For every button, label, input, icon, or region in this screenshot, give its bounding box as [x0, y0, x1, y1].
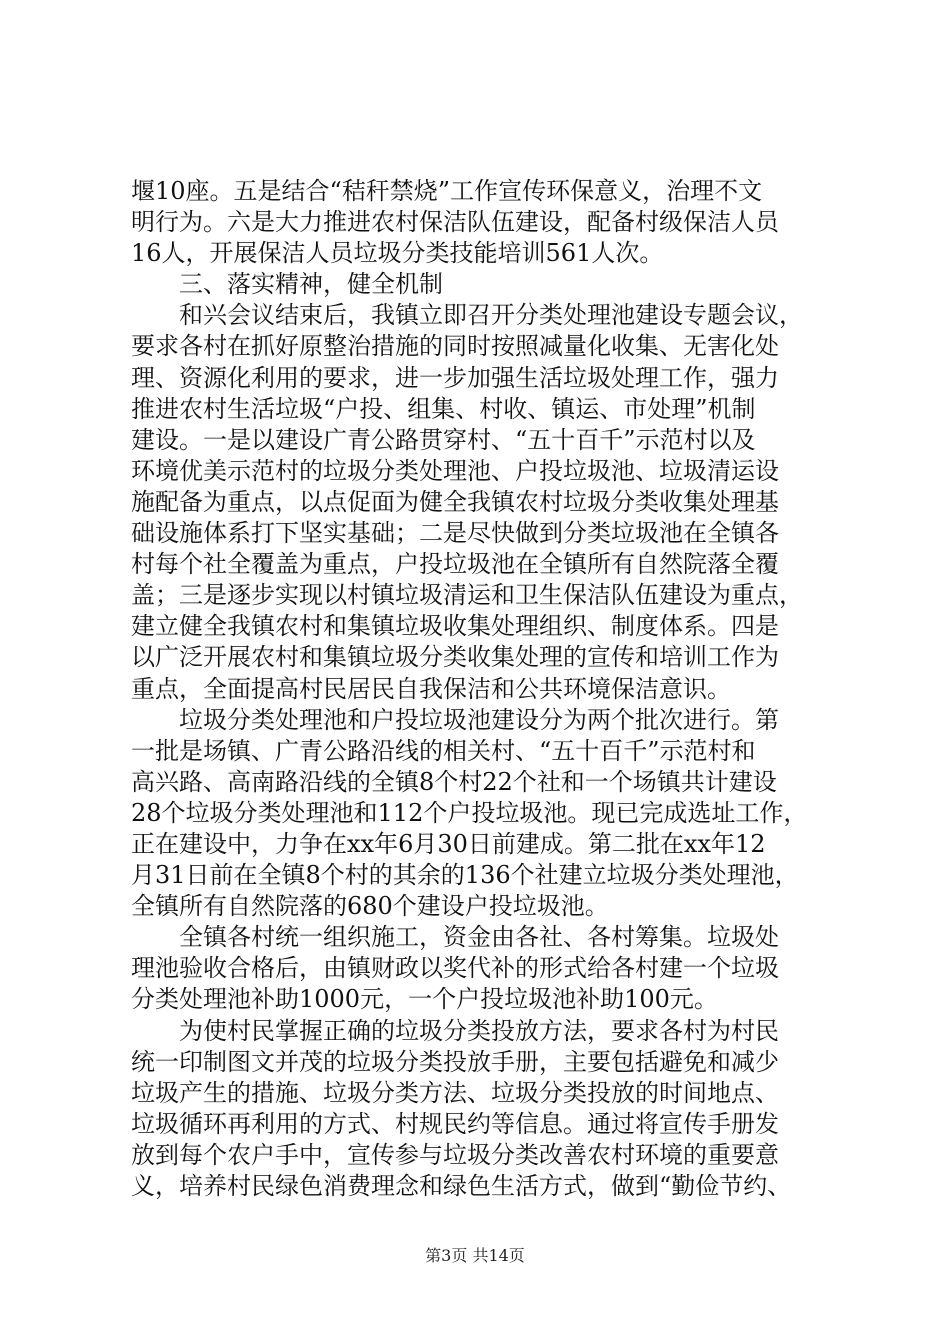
text-line: 高兴路、高南路沿线的全镇8个村22个社和一个场镇共计建设 [131, 767, 777, 796]
text-line: 一批是场镇、广青公路沿线的相关村、“五十百千”示范村和 [131, 736, 756, 765]
text-line: 分类处理池补助1000元，一个户投垃圾池补助100元。 [131, 985, 718, 1014]
text-line: 堰10座。五是结合“秸秆禁烧”工作宣传环保意义，治理不文 [131, 177, 763, 205]
text-line: 统一印制图文并茂的垃圾分类投放手册，主要包括避免和减少 [131, 1047, 779, 1076]
text-line: 全镇各村统一组织施工，资金由各社、各村筹集。垃圾处 [179, 923, 779, 952]
text-line: 盖；三是逐步实现以村镇垃圾清运和卫生保洁队伍建设为重点， [131, 581, 803, 610]
text-line: 村每个社全覆盖为重点，户投垃圾池在全镇所有自然院落全覆 [131, 550, 779, 579]
text-line: 义，培养村民绿色消费理念和绿色生活方式，做到“勤俭节约、 [131, 1172, 792, 1200]
text-line: 垃圾产生的措施、垃圾分类方法、垃圾分类投放的时间地点、 [131, 1078, 779, 1107]
body-text [131, 176, 831, 1202]
text-line: 明行为。六是大力推进农村保洁队伍建设，配备村级保洁人员 [131, 208, 779, 237]
page-footer: 第3页 共14页 [425, 1246, 525, 1265]
text-line: 正在建设中，力争在xx年6月30日前建成。第二批在xx年12 [131, 829, 766, 858]
text-line: 垃圾分类处理池和户投垃圾池建设分为两个批次进行。第 [179, 705, 779, 734]
text-line: 环境优美示范村的垃圾分类处理池、户投垃圾池、垃圾清运设 [131, 456, 779, 485]
text-line: 垃圾循环再利用的方式、村规民约等信息。通过将宣传手册发 [131, 1109, 779, 1138]
text-line: 以广泛开展农村和集镇垃圾分类收集处理的宣传和培训工作为 [131, 643, 779, 672]
text-line: 16人，开展保洁人员垃圾分类技能培训561人次。 [131, 239, 664, 268]
text-line: 28个垃圾分类处理池和112个户投垃圾池。现已完成选址工作， [131, 798, 808, 827]
text-line: 月31日前在全镇8个村的其余的136个社建立垃圾分类处理池， [131, 861, 799, 890]
text-line: 理池验收合格后，由镇财政以奖代补的形式给各村建一个垃圾 [131, 954, 779, 983]
text-line: 为使村民掌握正确的垃圾分类投放方法，要求各村为村民 [179, 1016, 779, 1045]
text-line: 要求各村在抓好原整治措施的同时按照减量化收集、无害化处 [131, 332, 779, 361]
text-line: 放到每个农户手中，宣传参与垃圾分类改善农村环境的重要意 [131, 1140, 779, 1169]
text-line: 础设施体系打下坚实基础；二是尽快做到分类垃圾池在全镇各 [131, 519, 779, 548]
text-line: 三、落实精神，健全机制 [179, 270, 443, 299]
text-line: 建设。一是以建设广青公路贯穿村、“五十百千”示范村以及 [131, 425, 756, 454]
text-line: 和兴会议结束后，我镇立即召开分类处理池建设专题会议， [179, 301, 803, 330]
text-line: 重点，全面提高村民居民自我保洁和公共环境保洁意识。 [131, 674, 731, 703]
text-line: 建立健全我镇农村和集镇垃圾收集处理组织、制度体系。四是 [131, 612, 779, 641]
text-line: 推进农村生活垃圾“户投、组集、村收、镇运、市处理”机制 [131, 394, 756, 423]
text-line: 施配备为重点，以点促面为健全我镇农村垃圾分类收集处理基 [131, 487, 779, 516]
text-line: 全镇所有自然院落的680个建设户投垃圾池。 [131, 892, 609, 921]
text-line: 理、资源化利用的要求，进一步加强生活垃圾处理工作，强力 [131, 363, 779, 392]
